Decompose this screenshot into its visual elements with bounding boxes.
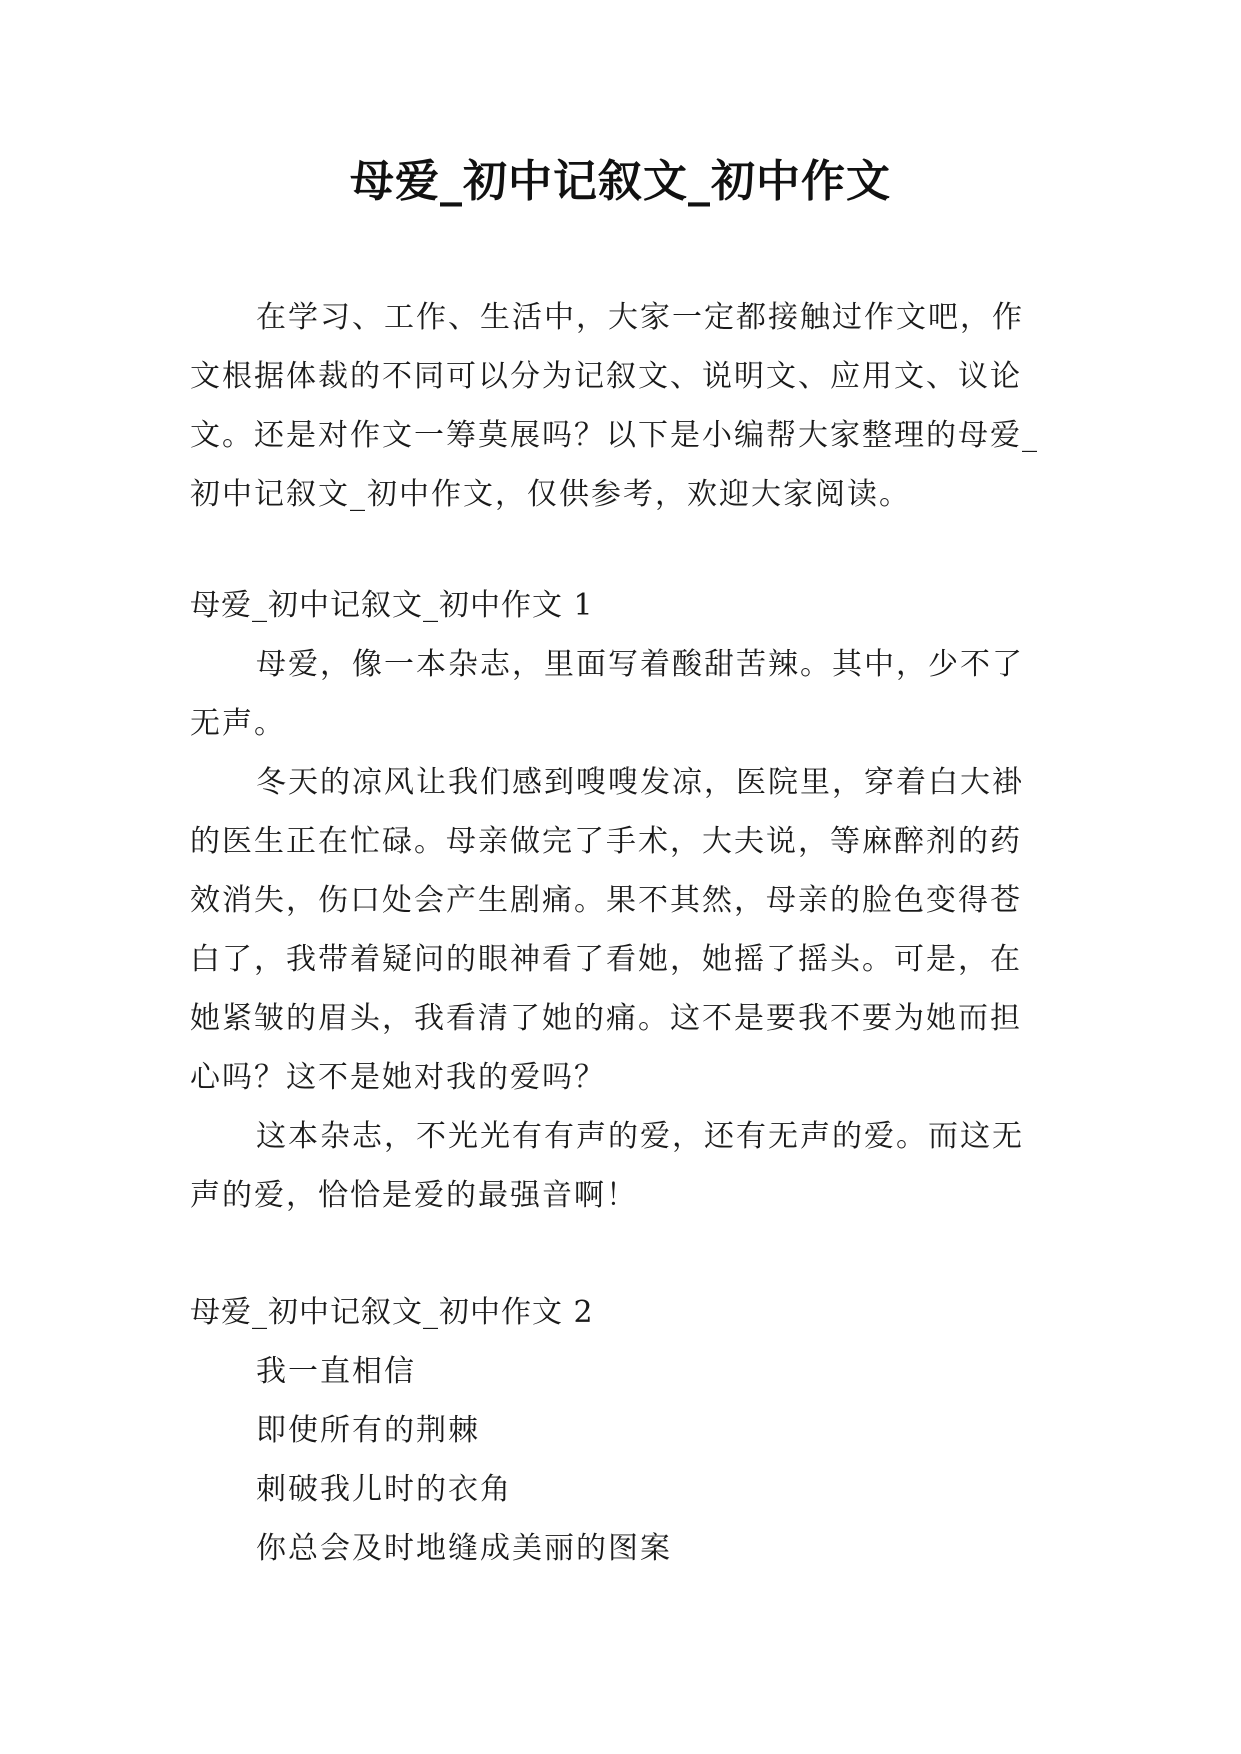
section-2-poem [190, 1342, 1050, 1578]
poem-line: 即使所有的荆棘 [256, 1413, 480, 1448]
poem-line: 我一直相信 [256, 1354, 416, 1389]
section-1-paragraph-1: 母爱，像一本杂志，里面写着酸甜苦辣。其中，少不了无声。 [190, 647, 1024, 741]
section-1-paragraph-3: 这本杂志，不光光有有声的爱，还有无声的爱。而这无声的爱，恰恰是爱的最强音啊！ [190, 1119, 1024, 1213]
section-2-heading: 母爱_初中记叙文_初中作文 2 [190, 1295, 594, 1330]
poem-line: 刺破我儿时的衣角 [256, 1472, 512, 1507]
section-1-paragraph-2: 冬天的凉风让我们感到嗖嗖发凉，医院里，穿着白大褂的医生正在忙碌。母亲做完了手术，大夫说，等麻醉剂的药效消失，伤口处会产生剧痛。果不其然，母亲的脸色变得苍白了，我带着疑问的眼神看了看她，她摇了摇头。可是，在她紧皱的眉头，我看清了她的痛。这不是要我不要为她而担心吗？这不是她对我的爱吗？ [190, 765, 1024, 1095]
intro-paragraph: 在学习、工作、生活中，大家一定都接触过作文吧，作文根据体裁的不同可以分为记叙文、说明文、应用文、议论文。还是对作文一筹莫展吗？以下是小编帮大家整理的母爱_初中记叙文_初中作文，仅供参考，欢迎大家阅读。 [190, 300, 1039, 512]
document-title: 母爱_初中记叙文_初中作文 [350, 156, 891, 207]
section-1-heading: 母爱_初中记叙文_初中作文 1 [190, 588, 594, 623]
poem-line: 你总会及时地缝成美丽的图案 [256, 1531, 672, 1566]
